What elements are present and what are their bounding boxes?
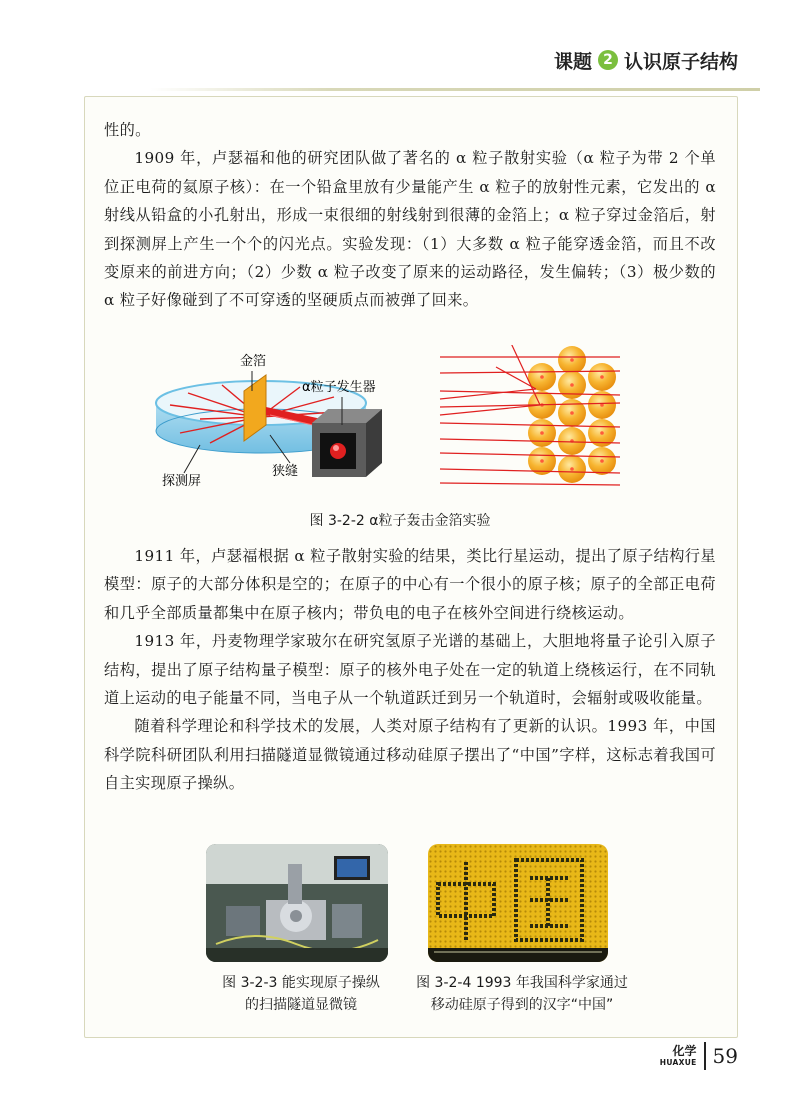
header-prefix: 课题 (553, 50, 592, 73)
label-alpha-generator: α粒子发生器 (302, 380, 376, 395)
figure-3-2-4-caption-line1: 图 3-2-4 1993 年我国科学家通过 (416, 975, 628, 991)
figure-3-2-3-caption-line2: 的扫描隧道显微镜 (245, 997, 357, 1013)
header-rule (150, 88, 760, 91)
paragraph-atom-manipulation: 随着科学理论和科学技术的发展，人类对原子结构有了更新的认识。1993 年，中国科学院科研团队利用扫描隧道显微镜通过移动硅原子摆出了“中国”字样，这标志着我国可自主实现原子操纵。 (104, 717, 716, 793)
label-gold-foil: 金箔 (240, 354, 267, 369)
text-block-top (104, 116, 716, 315)
paragraph-planetary-model: 1911 年，卢瑟福根据 α 粒子散射实验的结果，类比行星运动，提出了原子结构行星模型：原子的大部分体积是空的；在原子的中心有一个很小的原子核；原子的全部正电荷和几乎全部质量都集中在原子核内；带负电的电子在核外空间进行绕核运动。 (104, 547, 716, 622)
subject-label (660, 1044, 697, 1068)
page-footer (660, 1040, 738, 1072)
atom-characters-photo (428, 844, 608, 962)
stm-photo (206, 844, 388, 962)
paragraph-bohr-model: 1913 年，丹麦物理学家玻尔在研究氢原子光谱的基础上，大胆地将量子论引入原子结构，提出了原子结构量子模型：原子的核外电子处在一定的轨道上绕核运行，在不同轨道上运动的电子能量不同，当电子从一个轨道跃迁到另一个轨道时，会辐射或吸收能量。 (104, 632, 716, 708)
header-title: 认识原子结构 (623, 50, 738, 73)
atom-lattice-diagram (440, 345, 620, 485)
page-number: 59 (712, 1044, 738, 1068)
label-detection-screen: 探测屏 (162, 474, 202, 489)
subject-cn: 化学 (672, 1044, 697, 1058)
lesson-number-badge: 2 (598, 50, 618, 70)
alpha-scattering-figure (140, 345, 660, 535)
figure-3-2-3-caption-line1: 图 3-2-3 能实现原子操纵 (222, 975, 380, 991)
figure-3-2-3-caption (196, 972, 406, 1016)
paragraph-continuation: 性的。 (104, 121, 151, 139)
figure-3-2-4-caption-line2: 移动硅原子得到的汉字“中国” (430, 997, 614, 1013)
subject-en: HUAXUE (659, 1058, 697, 1067)
alpha-generator (312, 409, 382, 477)
figure-3-2-4-caption (404, 972, 640, 1016)
footer-divider (704, 1042, 706, 1070)
figure-3-2-2-caption: 图 3-2-2 α粒子轰击金箔实验 (309, 513, 491, 529)
label-slit: 狭缝 (272, 464, 299, 479)
chapter-header (554, 40, 738, 80)
paragraph-rutherford-experiment: 1909 年，卢瑟福和他的研究团队做了著名的 α 粒子散射实验（α 粒子为带 2 个单位正电荷的氦原子核）：在一个铅盒里放有少量能产生 α 粒子的放射性元素，它发出的 α 射线从铅盒的小孔射出，形成一束很细的射线射到很薄的金箔上；α 粒子穿过金箔后，射到探测屏上产生一个个的闪光点。实验发现：（1）大多数 α 粒子能穿透金箔，而且不改变原来的前进方向；（2）少数 α 粒子改变了原来的运动路径，发生偏转；（3）极少数的 α 粒子好像碰到了不可穿透的坚硬质点而被弹了回来。 (104, 149, 716, 310)
text-block-middle (104, 542, 716, 798)
